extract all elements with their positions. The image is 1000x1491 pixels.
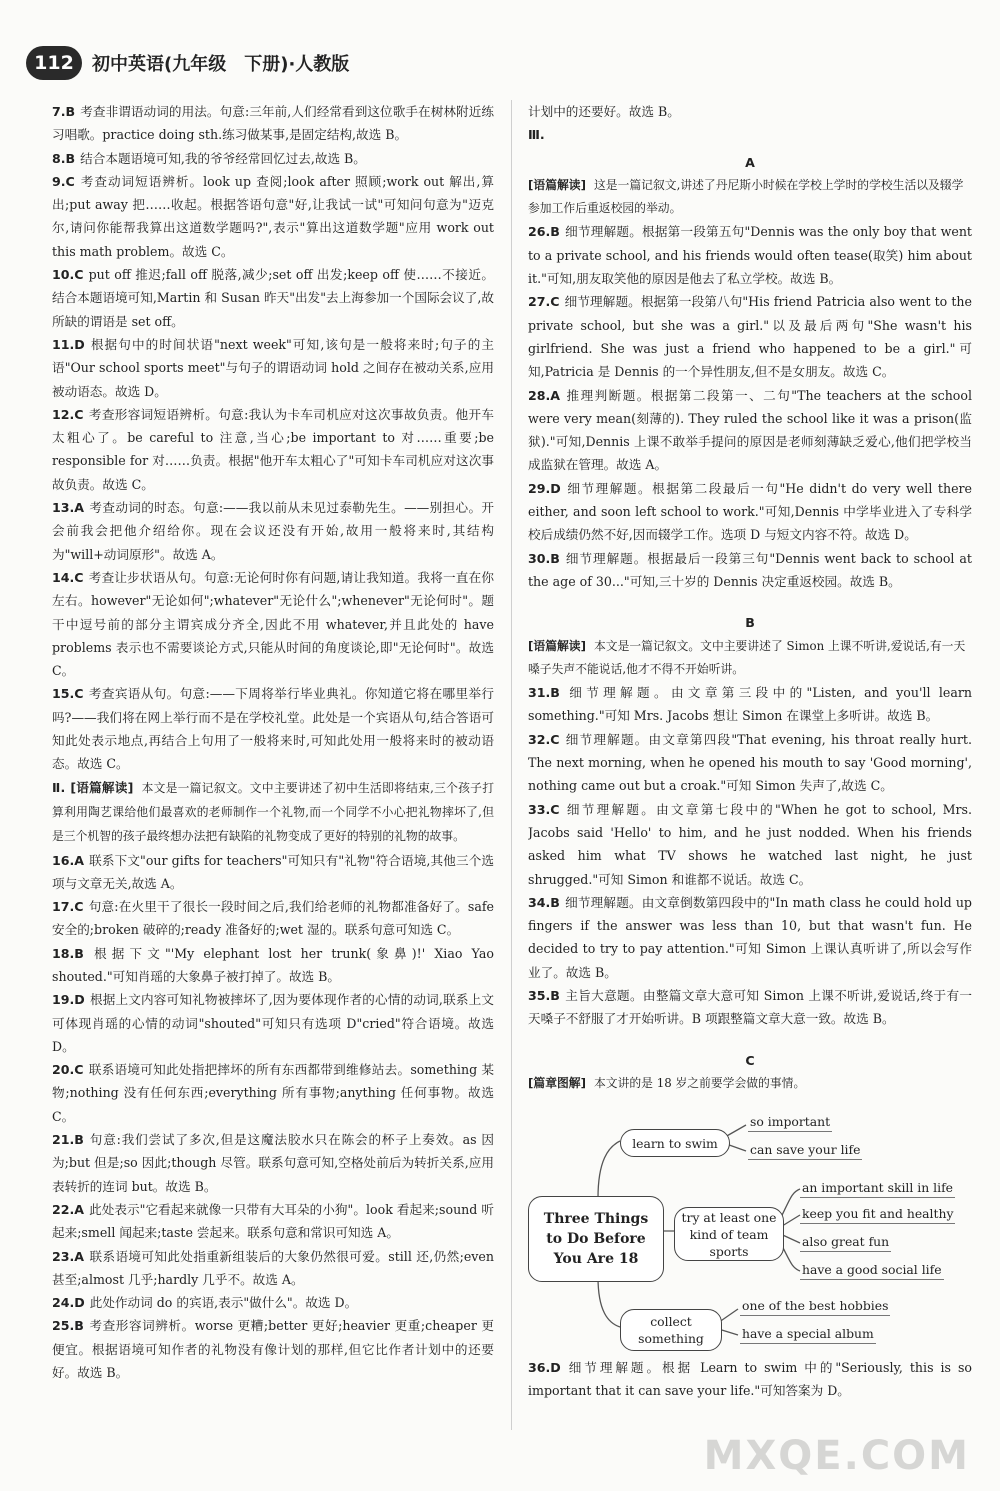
reading-tag: [语篇解读]: [70, 779, 134, 795]
question-number: 18.B: [52, 945, 84, 961]
left-item: [52, 1314, 494, 1384]
left-item: [52, 1128, 494, 1198]
answer-explanation: 此处表示"它看起来就像一只带有大耳朵的小狗"。look 看起来;sound 听起来;smell 闻起来;taste 尝起来。联系句意和常识可知选 A。: [52, 1201, 494, 1241]
mind-map: [528, 1101, 972, 1356]
left-item: [52, 1198, 494, 1245]
branch-team-sports: try at least one kind of team sports: [674, 1207, 784, 1261]
answer-explanation: 细节理解题。根据第一段第八句"His friend Patricia also went to the private school, but she was a girl."以及最后两句"She wasn't his girlfriend. She was just a friend who happened to be a girl."可知,Patricia 是 Dennis 的一个异性朋友,但不是女朋友。故选 C。: [528, 294, 972, 380]
question-number: 29.D: [528, 480, 561, 496]
left-item: [52, 170, 494, 263]
answer-explanation: 结合本题语境可知,我的爷爷经常回忆过去,故选 B。: [80, 150, 366, 166]
right-column: [528, 100, 972, 1430]
question-number: 8.B: [52, 150, 76, 166]
answer-explanation: 细节理解题。由文章倒数第四段中的"In math class he could hold up fingers if the answer was less than 10, but that wasn't fun. He decided to try to pay attention."可知 Simon 上课认真听讲了,所以会写作业了。故选 B。: [528, 894, 972, 980]
answer-explanation: 考查动词的时态。句意:——我以前从未见过泰勒先生。——别担心。开会前我会把他介绍给你。现在会议还没有开始,故用一般将来时,其结构为"will+动词原形"。故选 A。: [52, 500, 494, 562]
left-item: [52, 333, 494, 403]
question-number: 33.C: [528, 801, 560, 817]
leaf-important-skill: an important skill in life: [800, 1179, 955, 1198]
left-item: [52, 895, 494, 942]
question-number: 28.A: [528, 387, 561, 403]
question-number: 12.C: [52, 406, 84, 422]
answer-explanation: 根据句中的时间状语"next week"可知,该句是一般将来时;句子的主语"Our school sports meet"与句子的谓语动词 hold 之间存在被动关系,应用被动语态。故选 D。: [52, 336, 494, 399]
question-number: 32.C: [528, 731, 560, 747]
answer-explanation: put off 推迟;fall off 脱落,减少;set off 出发;keep off 使……不接近。结合本题语境可知,Martin 和 Susan 昨天"出发"去上海参加一个国际会议了,故所缺的谓语是 set off。: [52, 267, 494, 329]
question-number: 35.B: [528, 987, 560, 1003]
question-number: 17.C: [52, 899, 84, 915]
answer-explanation: 考查动词短语辨析。look up 查阅;look after 照顾;work out 解出,算出;put away 把……收起。根据答语句意"好,让我试一试"可知问句意为"迈克尔,请问你能帮我算出这道数学题吗?",表示"算出这道数学题"应用 work out this math problem。故选 C。: [52, 173, 494, 259]
passage-b-reading: [语篇解读] 本文是一篇记叙文。文中主要讲述了 Simon 上课不听讲,爱说话,有一天嗓子失声不能说话,他才不得不开始听讲。: [528, 638, 966, 676]
left-item: [52, 403, 494, 496]
passage-a-reading: [语篇解读] 这是一篇记叙文,讲述了丹尼斯小时候在学校上学时的学校生活以及辍学参加工作后重返校园的举动。: [528, 177, 964, 216]
answer-explanation: 此处作动词 do 的宾语,表示"做什么"。故选 D。: [89, 1295, 358, 1311]
question-number: 23.A: [52, 1248, 85, 1264]
leaf-fit-healthy: keep you fit and healthy: [800, 1205, 955, 1224]
answer-explanation: 考查形容词辨析。worse 更糟;better 更好;heavier 更重;cheaper 更便宜。根据语境可知作者的礼物没有像计划的那样,但它比作者计划中的还要好。故选 B。: [52, 1318, 494, 1381]
item-25-continued: 计划中的还要好。故选 B。: [528, 104, 680, 119]
passage-b-item: [528, 891, 972, 984]
left-item: [52, 147, 494, 170]
left-item: [52, 100, 494, 147]
question-number: 11.D: [52, 336, 85, 352]
answer-explanation: 细节理解题。根据最后一段第三句"Dennis went back to school at the age of 30..."可知,三十岁的 Dennis 决定重返校园。故选 B。: [528, 550, 972, 589]
answer-explanation: 考查形容词短语辨析。句意:我认为卡车司机应对这次事故负责。他开车太粗心了。be careful to 注意,当心;be important to 对……重要;be responsible for 对……负责。根据"他开车太粗心了"可知卡车司机应对这次事故负责。故选 C。: [52, 406, 494, 492]
answer-explanation: 句意:在火里干了很长一段时间之后,我们给老师的礼物都准备好了。safe 安全的;broken 破碎的;ready 准备好的;wet 湿的。联系句意可知选 C。: [52, 899, 494, 938]
mind-map-center: Three Things to Do Before You Are 18: [528, 1196, 664, 1282]
book-title: 初中英语(九年级 下册)·人教版: [92, 54, 350, 75]
question-number: 26.B: [528, 224, 560, 240]
answer-explanation: 推理判断题。根据第二段第一、二句"The teachers at the school were very mean(刻薄的). They ruled the school like it was a prison(监狱)."可知,Dennis 上课不敢举手提问的原因是老师刻薄缺乏爱心,他们把学校当成监狱在管理。故选 A。: [528, 387, 972, 473]
branch-swim: learn to swim: [620, 1129, 730, 1157]
question-number: 20.C: [52, 1062, 84, 1078]
left-item: [52, 988, 494, 1058]
answer-explanation: 考查非谓语动词的用法。句意:三年前,人们经常看到这位歌手在树林附近练习唱歌。practice doing sth.练习做某事,是固定结构,故选 B。: [52, 104, 494, 143]
question-number: Ⅱ.: [52, 779, 66, 795]
left-item: [52, 1058, 494, 1128]
passage-c-reading: [篇章图解] 本文讲的是 18 岁之前要学会做的事情。: [528, 1075, 806, 1090]
passage-b-item: [528, 984, 972, 1031]
question-number: 16.A: [52, 852, 85, 868]
answer-explanation: 考查宾语从句。句意:——下周将举行毕业典礼。你知道它将在哪里举行吗?——我们将在网上举行而不是在学校礼堂。此处是一个宾语从句,结合答语可知此处表示地点,再结合上句用了一般将来时,可知此处用一般将来时的被动语态。故选 C。: [52, 686, 494, 772]
page-number: 112: [26, 46, 82, 80]
passage-b-item: [528, 728, 972, 798]
answer-explanation: 细节理解题。由文章第四段"That evening, his throat really hurt. The next morning, when he opened his mouth to say 'Good morning', nothing came out but a croak."可知 Simon 失声了,故选 C。: [528, 731, 972, 794]
question-number: 34.B: [528, 894, 560, 910]
branch-collect: collect something: [620, 1309, 722, 1351]
question-number: 10.C: [52, 267, 84, 283]
question-number: 21.B: [52, 1132, 84, 1148]
answer-explanation: 细节理解题。根据第一段第五句"Dennis was the only boy that went to a private school, and his friends would often tease(取笑) him about it."可知,朋友取笑他的原因是他去了私立学校。故选 B。: [528, 224, 972, 287]
passage-b-item: [528, 798, 972, 891]
question-number: 25.B: [52, 1318, 84, 1334]
answer-explanation: 细节理解题。由文章第七段中的"When he got to school, Mrs. Jacobs said 'Hello' to him, and he just nodded. When his friends asked him what TV shows he watched last night, he just shrugged."可知 Simon 和谁都不说话。故选 C。: [528, 801, 972, 887]
leaf-great-fun: also great fun: [800, 1233, 891, 1252]
passage-a-item: [528, 477, 972, 547]
section-3-heading: Ⅲ.: [528, 127, 545, 143]
answer-explanation: 联系语境可知此处指把摔坏的所有东西都带到维修站去。something 某物;nothing 没有任何东西;everything 所有事物;anything 任何事物。故选 C。: [52, 1062, 494, 1124]
leaf-best-hobbies: one of the best hobbies: [740, 1297, 890, 1316]
passage-a-item: [528, 290, 972, 383]
answer-explanation: 细节理解题。根据 Learn to swim 中的"Seriously, this is so important that it can save your life."可知答案为 D。: [528, 1360, 972, 1399]
answer-explanation: 细节理解题。由文章第三段中的"Listen, and you'll learn something."可知 Mrs. Jacobs 想让 Simon 在课堂上多听讲。故选 B。: [528, 685, 972, 724]
passage-c-item: [528, 1356, 972, 1403]
passage-b-item: [528, 681, 972, 728]
question-number: 31.B: [528, 685, 560, 701]
left-item: [52, 1291, 494, 1314]
left-item: [52, 682, 494, 775]
passage-c-letter: C: [745, 1052, 755, 1068]
left-item: [52, 566, 494, 682]
left-item: [52, 849, 494, 896]
left-item: [52, 263, 494, 333]
column-divider: [511, 100, 512, 1430]
reading-text: 本文是一篇记叙文。文中主要讲述了初中生活即将结束,三个孩子打算利用陶艺课给他们最喜欢的老师制作一个礼物,而一个同学不小心把礼物摔坏了,但是三个机智的孩子最终想办法把有缺陷的礼物变成了更好的特别的礼物的故事。: [52, 780, 494, 844]
leaf-so-important: so important: [748, 1113, 832, 1132]
passage-a-item: [528, 547, 972, 594]
left-item: [52, 1245, 494, 1292]
answer-explanation: 主旨大意题。由整篇文章大意可知 Simon 上课不听讲,爱说话,终于有一天嗓子不舒服了才开始听讲。B 项跟整篇文章大意一致。故选 B。: [528, 987, 972, 1027]
leaf-special-album: have a special album: [740, 1325, 876, 1344]
leaf-save-life: can save your life: [748, 1141, 862, 1160]
question-number: 9.C: [52, 173, 75, 189]
answer-explanation: 考查让步状语从句。句意:无论何时你有问题,请让我知道。我将一直在你左右。however"无论如何";whatever"无论什么";whenever"无论何时"。题干中逗号前的部分主谓宾成分齐全,因此不用 whatever,并且此处的 have problems 表示也不需要谈论方式,只能从时间的角度谈论,即"无论何时"。故选 C。: [52, 569, 494, 679]
page-header: [26, 46, 349, 80]
passage-b-letter: B: [745, 615, 755, 631]
answer-explanation: 根据下文"'My elephant lost her trunk(象鼻)!' Xiao Yao shouted."可知肖瑶的大象鼻子被打掉了。故选 B。: [52, 945, 494, 984]
question-number: 15.C: [52, 686, 84, 702]
question-number: 30.B: [528, 550, 560, 566]
question-number: 7.B: [52, 104, 76, 119]
question-number: 13.A: [52, 500, 85, 516]
left-item: [52, 776, 494, 849]
passage-a-item: [528, 384, 972, 477]
answer-explanation: 联系语境可知此处指重新组装后的大象仍然很可爱。still 还,仍然;even 甚至;almost 几乎;hardly 几乎不。故选 A。: [52, 1248, 494, 1287]
answer-explanation: 根据上文内容可知礼物被摔坏了,因为要体现作者的心情的动词,联系上文可体现肖瑶的心情的动词"shouted"可知只有选项 D"cried"符合语境。故选 D。: [52, 992, 494, 1054]
answer-explanation: 细节理解题。根据第二段最后一句"He didn't do very well there either, and soon left school to work."可知,Dennis 中学毕业进入了专科学校后成绩仍然不好,因而辍学工作。选项 D 与短文内容不符。故选 D。: [528, 480, 972, 543]
leaf-social-life: have a good social life: [800, 1261, 944, 1280]
question-number: 27.C: [528, 294, 560, 310]
answer-explanation: 句意:我们尝试了多次,但是这魔法胶水只在陈会的杯子上奏效。as 因为;but 但是;so 因此;though 尽管。联系句意可知,空格处前后为转折关系,应用表转折的连词 but。故选 B。: [52, 1132, 494, 1194]
left-item: [52, 496, 494, 566]
question-number: 36.D: [528, 1360, 561, 1376]
left-column: [52, 100, 494, 1430]
passage-a-item: [528, 220, 972, 290]
watermark-logo: MXQE.COM: [703, 1433, 970, 1479]
question-number: 14.C: [52, 569, 84, 585]
left-item: [52, 942, 494, 989]
question-number: 24.D: [52, 1295, 85, 1311]
answer-explanation: 联系下文"our gifts for teachers"可知只有"礼物"符合语境,其他三个选项与文章无关,故选 A。: [52, 852, 494, 891]
question-number: 19.D: [52, 992, 85, 1008]
question-number: 22.A: [52, 1201, 85, 1217]
passage-a-letter: A: [745, 154, 755, 170]
